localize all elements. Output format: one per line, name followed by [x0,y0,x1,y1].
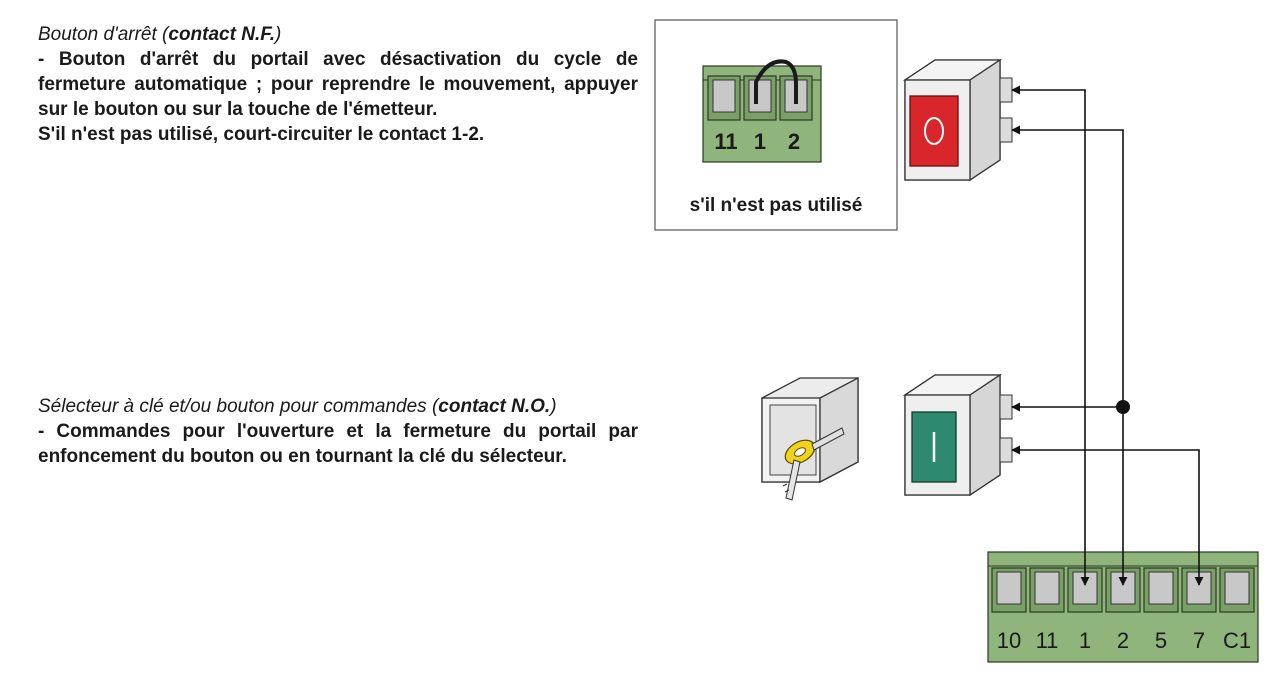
terminal-slot-screw [1035,572,1059,604]
wire-terminal-2-stop [1012,130,1123,585]
inset-caption: s'il n'est pas utilisé [689,195,863,216]
wire-terminal-1-stop [1012,90,1085,585]
inset-terminal-slot-screw [713,80,735,112]
inset-terminal-label: 1 [753,129,767,154]
inset-terminal-slot-screw [749,80,771,112]
command-text: - Commandes pour l'ouverture et la fermeture du portail par enfoncement du bouton ou en tournant la clé du sélecteur. [38,421,638,467]
terminal-slot-screw [1149,572,1173,604]
terminal-label: 7 [1192,628,1206,653]
inset-terminal-label: 11 [714,129,738,154]
terminal-label: 1 [1078,628,1092,653]
wire-junction-dot [1116,400,1130,414]
terminal-label: 11 [1035,628,1059,653]
command-button-device [905,375,1012,495]
inset-jumper-box [655,20,897,230]
terminal-label: 2 [1116,628,1130,653]
stop-button-note: S'il n'est pas utilisé, court-circuiter le contact 1-2. [38,124,485,145]
terminal-label: 5 [1154,628,1168,653]
stop-button-red [910,96,958,166]
wiring [1012,90,1199,585]
stop-button-title: Bouton d'arrêt (contact N.F.) [38,24,282,45]
terminal-label: C1 [1222,628,1252,653]
terminal-slot-screw [1225,572,1249,604]
terminal-label: 10 [996,628,1022,653]
inset-terminal-label: 2 [787,129,801,154]
key-selector-device [762,378,858,500]
stop-contact-type: contact N.F. [168,24,275,45]
stop-button-device [905,60,1012,180]
command-title: Sélecteur à clé et/ou bouton pour commandes (contact N.O.) [38,396,557,417]
command-contact-type: contact N.O. [438,396,551,417]
terminal-slot-screw [997,572,1021,604]
stop-button-text: - Bouton d'arrêt du portail avec désactivation du cycle de fermeture automatique ; pour reprendre le mouvement, appuyer sur le bouton ou sur la touche de l'émetteur. [38,49,638,120]
